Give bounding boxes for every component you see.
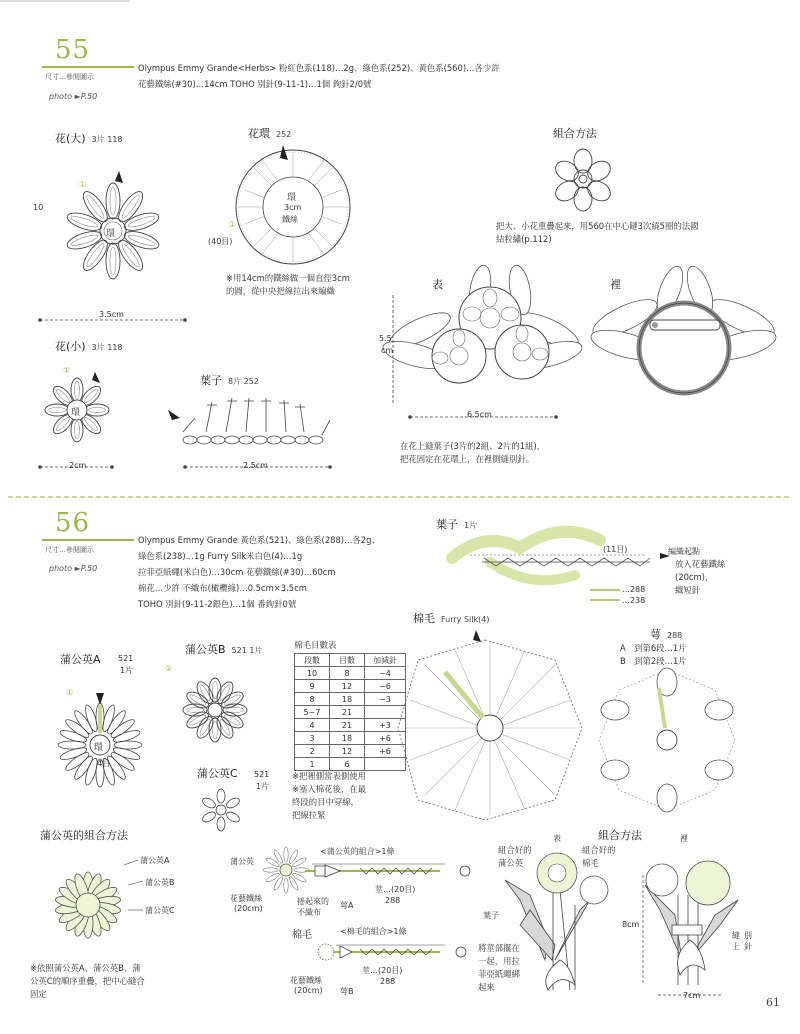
- number-underline: [42, 539, 134, 541]
- ring-wire: 鐵絲: [282, 215, 298, 224]
- cotton-chart: [398, 630, 582, 820]
- combo-fold-label-2: 不織布: [297, 908, 321, 917]
- table-row: 3 18 +6: [295, 732, 406, 745]
- combo-cotton-stem: 莖…(20目): [362, 966, 403, 975]
- pin-label-2: 別針: [744, 931, 752, 951]
- row-count: 10: [33, 203, 44, 212]
- final-cotton-label: 組合好的 棉毛: [582, 845, 616, 868]
- table-row: 9 12 −6: [295, 680, 406, 693]
- final-dandelion-label: 組合好的 蒲公英: [498, 845, 532, 868]
- start-label: 編織起點: [668, 547, 700, 556]
- assembly-label-b: 蒲公英B: [145, 878, 175, 887]
- table-row: 2 12 +6: [295, 745, 406, 758]
- final-leaf-label: 葉子: [483, 911, 499, 920]
- front-width: 6.5cm: [467, 410, 492, 419]
- table-header-row: 段數 目數 加減針: [295, 654, 406, 667]
- gauge-notes: ※把裡側當表側使用 ※塞入棉花後，在最 終段的目中穿線， 把線拉緊: [292, 771, 367, 820]
- material-line: 棉花…少許 不織布(橄欖綠)…0.5cm×3.5cm: [138, 583, 307, 593]
- gauge-table: [294, 653, 406, 771]
- dandelion-a-color: 521: [118, 654, 134, 663]
- size-note: 尺寸…參閱圖示: [45, 546, 94, 554]
- combo-cotton-sepal: 萼B: [340, 987, 354, 996]
- materials-list: [138, 60, 500, 92]
- combo-cotton-title: <棉毛的組合>1條: [340, 927, 407, 936]
- center-ring-label: 環: [106, 229, 116, 239]
- sepal-lines: A 到第6段…1片 B 到第2段…1片: [620, 643, 687, 666]
- final-assembly-back: [645, 861, 738, 985]
- front-brooch: [380, 264, 584, 383]
- ring-size: 3cm: [284, 203, 302, 212]
- gauge-table-block: [294, 639, 406, 771]
- leaf-chain-chart: [168, 398, 330, 444]
- round-marker: ①: [79, 180, 87, 189]
- front-height-unit: cm: [381, 346, 394, 355]
- dandelion-a-title: 蒲公英A: [60, 653, 101, 666]
- final-width: 7cm: [683, 991, 701, 1000]
- assembly-label-a: 蒲公英A: [140, 856, 170, 865]
- leaf-title-56: 葉子 1片: [436, 518, 478, 531]
- final-front-label: 表: [553, 834, 561, 843]
- final-height: 8cm: [622, 920, 640, 929]
- dandelion-assembly-title: 蒲公英的組合方法: [40, 829, 128, 842]
- table-row: 5~7 21: [295, 706, 406, 719]
- dandelion-a-rows: 4目: [97, 759, 111, 768]
- front-height: 5.5: [379, 334, 392, 343]
- combo-cotton-wire: 花藝鐵絲: [290, 976, 322, 985]
- pattern-number-55: 55: [55, 35, 91, 65]
- dandelion-b-round: ②: [165, 664, 173, 673]
- assembly-rosette: [552, 149, 614, 211]
- combo-dandelion-title: <蒲公英的組合>1條: [320, 847, 395, 856]
- ring-note: ※用14cm的鐵絲做一個直徑3cm 的圓，從中央把線拉出來編織: [226, 273, 350, 296]
- gauge-table-title: 棉毛目數表: [294, 641, 337, 651]
- material-line: Olympus Emmy Grande<Herbs> 粉紅色系(118)…2g、綠色系(252)、黃色系(560)…各少許: [138, 63, 500, 73]
- small-round-marker: ①: [63, 366, 71, 375]
- dandelion-assembly-note: ※依照蒲公英A、蒲公英B、蒲 公英C的順序重疊，把中心縫合 固定: [30, 963, 145, 999]
- ring-center-label: 環: [287, 193, 297, 203]
- ring-title: 花環 252: [248, 127, 292, 140]
- ring-stitch-count: (40目): [208, 237, 233, 246]
- combo-wire-length: (20cm): [234, 904, 263, 913]
- cotton-title: 棉毛 Furry Silk(4): [413, 612, 490, 625]
- combo-cotton-color: 288: [380, 977, 396, 986]
- leaf-stitch-count: (11目): [603, 545, 628, 554]
- photo-ref: photo ►P.50: [49, 92, 98, 101]
- assembly-label-c: 蒲公英C: [145, 906, 175, 915]
- pattern-number-56: 56: [55, 508, 91, 538]
- photo-ref: photo ►P.50: [49, 564, 98, 573]
- ring-round-marker: ①: [229, 220, 237, 229]
- back-label: 裡: [610, 278, 621, 291]
- dandelion-c-color: 521: [254, 770, 270, 779]
- material-line: 拉菲亞紙繩(米白色)…30cm 花藝鐵絲(#30)…60cm: [138, 567, 336, 577]
- dandelion-c-count: 1片: [256, 782, 270, 791]
- combo-cotton-label: 棉毛: [292, 930, 312, 941]
- sew-note: 在花上縫葉子(3片的2組、2片的1組)， 把花固定在花環上，在裡側縫別針。: [400, 441, 546, 464]
- sepal-chart: [599, 668, 735, 812]
- assembly-note: 把大、小花重疊起來，用560在中心鏈3次繞5圈的法國 結粒繡(p.112): [496, 221, 699, 244]
- dandelion-a-round: ①: [66, 688, 74, 697]
- leaf-width: 2.5cm: [243, 461, 268, 470]
- small-flower-title: 花(小) 3片 118: [55, 340, 123, 353]
- table-row: 1 6: [295, 758, 406, 771]
- combo-cotton-drawing: [318, 944, 466, 960]
- combo-wire-label: 花藝鐵絲: [230, 894, 262, 903]
- combo-cotton-wire-length: (20cm): [294, 986, 323, 995]
- front-label: 表: [432, 278, 443, 291]
- materials-list: [138, 532, 380, 612]
- dandelion-a-center: 環: [94, 743, 104, 753]
- combo-flower-label: 蒲公英: [230, 857, 254, 866]
- dandelion-c-title: 蒲公英C: [197, 767, 238, 780]
- large-flower-width: 3.5cm: [99, 310, 124, 319]
- combo-stem-color: 288: [385, 896, 401, 905]
- sepal-title: 萼 288: [650, 628, 683, 641]
- leaf-title: 葉子 8片 252: [200, 374, 259, 387]
- final-assembly-front: [505, 853, 608, 990]
- dandelion-c-chart: [201, 789, 241, 831]
- leaf-color-1: …288: [622, 585, 646, 594]
- dandelion-b-title: 蒲公英B 521 1片: [185, 643, 263, 656]
- dandelion-b-chart: [183, 678, 247, 742]
- material-line: Olympus Emmy Grande 黃色系(521)、綠色系(288)…各2g、: [138, 535, 380, 545]
- table-row: 4 21 +3: [295, 719, 406, 732]
- page-number: 61: [766, 996, 780, 1009]
- number-underline: [42, 66, 134, 68]
- dandelion-assembly-flower: [55, 860, 143, 938]
- leaf-color-2: …238: [622, 596, 646, 605]
- material-line: 花藝鐵絲(#30)…14cm TOHO 別針(9-11-1)…1個 鉤針2/0號: [138, 79, 372, 89]
- combo-sepal-label: 萼A: [340, 901, 354, 910]
- combo-fold-label: 捲起來的: [297, 897, 329, 906]
- material-line: 綠色系(238)…1g Furry Silk米白色(4)…1g: [138, 551, 303, 561]
- tie-note: 將莖部擺在 一起，用拉 菲亞紙繩綁 起來: [478, 943, 520, 992]
- final-assembly-title: 組合方法: [598, 829, 642, 842]
- final-back-label: 裡: [680, 834, 688, 843]
- small-flower-width: 2cm: [69, 461, 87, 470]
- combo-stem-label: 莖…(20目): [375, 885, 416, 894]
- pin-label-1: 縫上: [732, 931, 740, 951]
- table-row: 10 8 −4: [295, 667, 406, 680]
- size-note: 尺寸…參閱圖示: [45, 73, 94, 81]
- dandelion-a-count: 1片: [120, 666, 134, 675]
- large-flower-title: 花(大) 3片 118: [55, 132, 123, 145]
- material-line: TOHO 別針(9-11-2銀色)…1個 番鉤針0號: [138, 599, 297, 609]
- table-row: 8 18 −3: [295, 693, 406, 706]
- assembly-title: 組合方法: [553, 127, 597, 140]
- wire-note: 放入花藝鐵絲 (20cm)， 織短針: [675, 559, 726, 595]
- small-center-label: 環: [71, 408, 81, 418]
